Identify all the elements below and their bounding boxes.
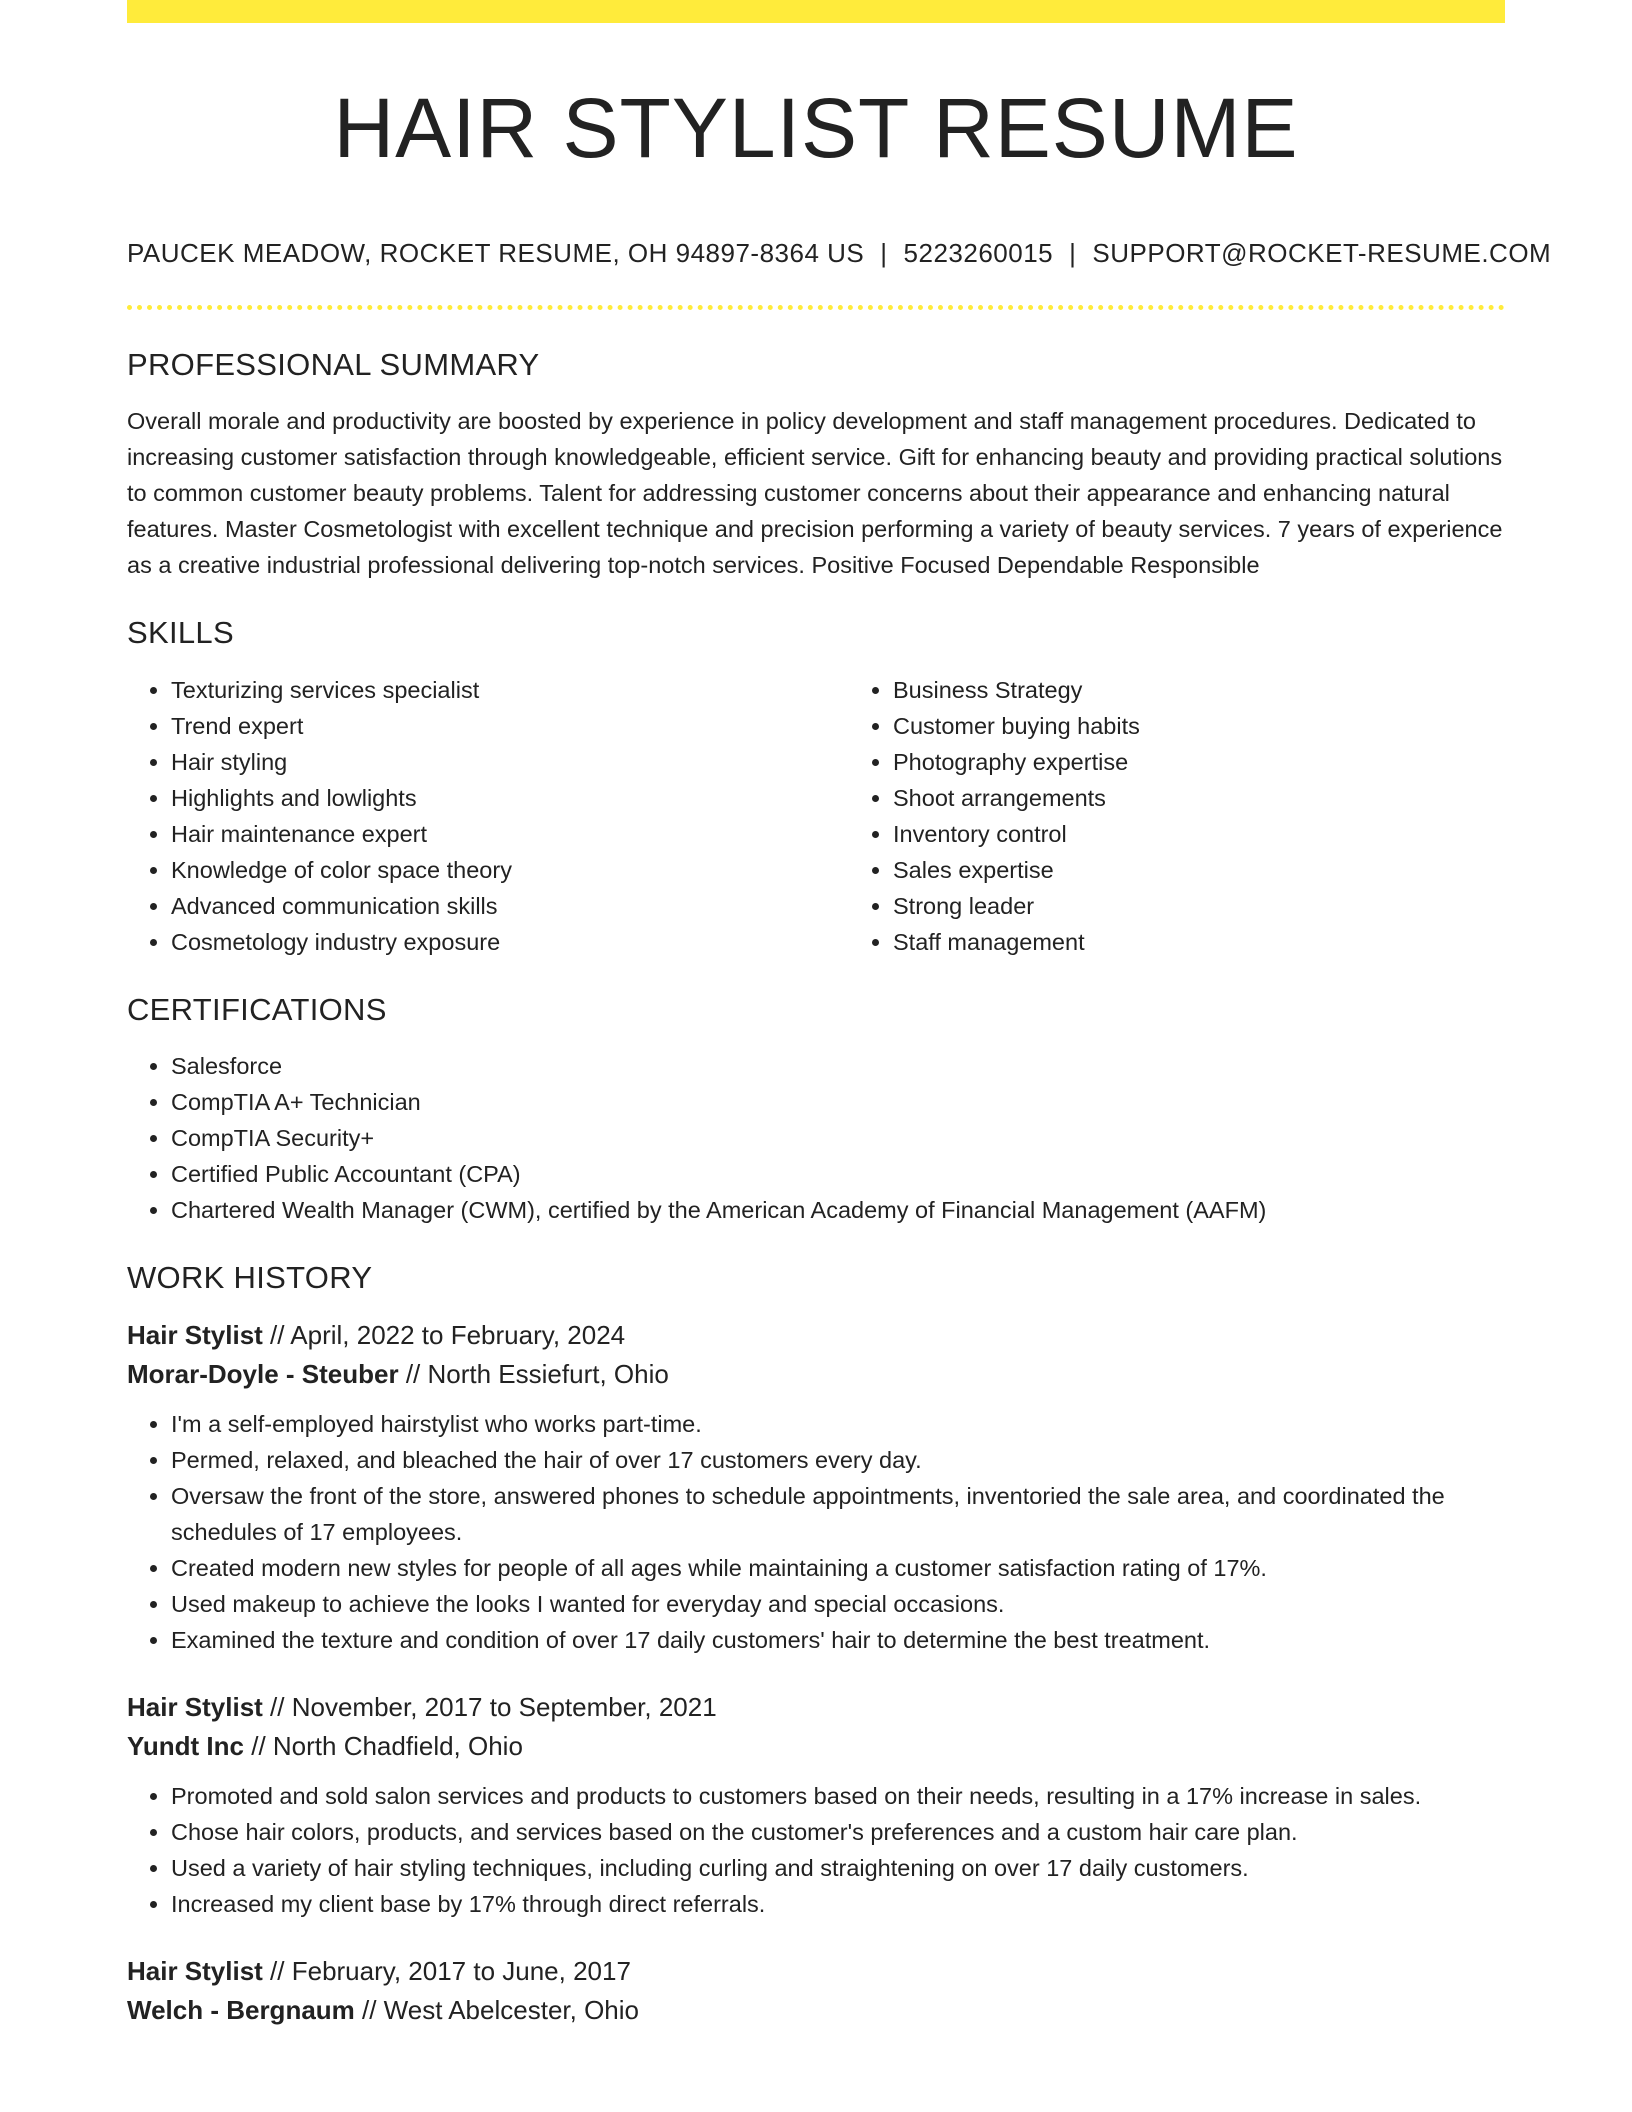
certification-item: • Chartered Wealth Manager (CWM), certified by the American Academy of Financial Management (AAFM) xyxy=(171,1192,1505,1228)
skill-item: • Hair styling xyxy=(171,744,849,780)
job-company-line xyxy=(127,1991,1505,2030)
skill-item: • Strong leader xyxy=(893,888,1571,924)
page-title: HAIR STYLIST RESUME xyxy=(333,81,1299,175)
job-dates: // November, 2017 to September, 2021 xyxy=(262,1692,717,1723)
contact-separator: | xyxy=(880,238,888,268)
resume-body xyxy=(127,345,1505,2030)
job-bullets xyxy=(127,1778,1505,1922)
skills-list-right xyxy=(849,672,1571,960)
job-bullet: • Used a variety of hair styling techniques, including curling and straightening on over 17 daily customers. xyxy=(171,1850,1505,1886)
job-title-line xyxy=(127,1316,1505,1355)
contact-phone: 5223260015 xyxy=(903,238,1054,268)
contact-separator: | xyxy=(1069,238,1077,268)
certifications-section xyxy=(127,990,1505,1228)
certification-item: • Certified Public Accountant (CPA) xyxy=(171,1156,1505,1192)
job-bullet: • Increased my client base by 17% through direct referrals. xyxy=(171,1886,1505,1922)
job-bullet: • Examined the texture and condition of over 17 daily customers' hair to determine the best treatment. xyxy=(171,1622,1505,1658)
job-bullet: • Used makeup to achieve the looks I wanted for everyday and special occasions. xyxy=(171,1586,1505,1622)
job-bullet: • I'm a self-employed hairstylist who works part-time. xyxy=(171,1406,1505,1442)
job-dates: // February, 2017 to June, 2017 xyxy=(262,1956,631,1987)
job-company-line xyxy=(127,1355,1505,1394)
certification-item: • CompTIA A+ Technician xyxy=(171,1084,1505,1120)
job-bullet: • Promoted and sold salon services and products to customers based on their needs, resulting in a 17% increase in sales. xyxy=(171,1778,1505,1814)
summary-text: Overall morale and productivity are boosted by experience in policy development and staff management procedures. Dedicated to increasing customer satisfaction through knowledgeable, efficient service. Gift for enhancing beauty and providing practical solutions to common customer beauty problems. Talent for addressing customer concerns about their appearance and enhancing natural features. Master Cosmetologist with excellent technique and precision performing a variety of beauty services. 7 years of experience as a creative industrial professional delivering top-notch services. Positive Focused Dependable Responsible xyxy=(127,408,1503,579)
job-company: Welch - Bergnaum xyxy=(127,1995,355,2026)
job-title-line xyxy=(127,1952,1505,1991)
summary-heading: PROFESSIONAL SUMMARY xyxy=(127,347,540,382)
skill-item: • Staff management xyxy=(893,924,1571,960)
skill-item: • Advanced communication skills xyxy=(171,888,849,924)
header-divider xyxy=(127,305,1505,310)
certification-item: • Salesforce xyxy=(171,1048,1505,1084)
skill-item: • Shoot arrangements xyxy=(893,780,1571,816)
skill-item: • Hair maintenance expert xyxy=(171,816,849,852)
job-entry xyxy=(127,1316,1505,1658)
work-history-section xyxy=(127,1258,1505,2030)
job-entry xyxy=(127,1952,1505,2030)
skills-heading: SKILLS xyxy=(127,615,234,651)
skills-list-left xyxy=(127,672,849,960)
skill-item: • Highlights and lowlights xyxy=(171,780,849,816)
skill-item: • Business Strategy xyxy=(893,672,1571,708)
contact-address: PAUCEK MEADOW, ROCKET RESUME, OH 94897-8364 US xyxy=(127,238,865,268)
skill-item: • Photography expertise xyxy=(893,744,1571,780)
job-bullets xyxy=(127,1406,1505,1658)
job-company: Morar-Doyle - Steuber xyxy=(127,1359,399,1390)
work-history-heading: WORK HISTORY xyxy=(127,1259,373,1295)
skill-item: • Inventory control xyxy=(893,816,1571,852)
job-bullet: • Permed, relaxed, and bleached the hair of over 17 customers every day. xyxy=(171,1442,1505,1478)
skill-item: • Trend expert xyxy=(171,708,849,744)
job-title: Hair Stylist xyxy=(127,1956,263,1987)
certification-item: • CompTIA Security+ xyxy=(171,1120,1505,1156)
job-title-line xyxy=(127,1688,1505,1727)
skill-item: • Customer buying habits xyxy=(893,708,1571,744)
job-title: Hair Stylist xyxy=(127,1320,263,1351)
job-company-line xyxy=(127,1727,1505,1766)
skill-item: • Texturizing services specialist xyxy=(171,672,849,708)
certifications-heading: CERTIFICATIONS xyxy=(127,991,387,1027)
accent-bar xyxy=(127,0,1505,23)
skill-item: • Sales expertise xyxy=(893,852,1571,888)
job-bullet: • Oversaw the front of the store, answered phones to schedule appointments, inventoried the sale area, and coordinated the schedules of 17 employees. xyxy=(171,1478,1505,1550)
job-bullet: • Created modern new styles for people of all ages while maintaining a customer satisfaction rating of 17%. xyxy=(171,1550,1505,1586)
skill-item: • Knowledge of color space theory xyxy=(171,852,849,888)
job-dates: // April, 2022 to February, 2024 xyxy=(262,1320,626,1351)
job-entry xyxy=(127,1688,1505,1922)
skills-columns xyxy=(127,672,1505,960)
job-location: // North Chadfield, Ohio xyxy=(244,1731,523,1762)
skills-section xyxy=(127,613,1505,959)
summary-section xyxy=(127,345,1505,583)
skill-item: • Cosmetology industry exposure xyxy=(171,924,849,960)
job-location: // West Abelcester, Ohio xyxy=(354,1995,639,2026)
contact-line xyxy=(127,238,1552,269)
certifications-list xyxy=(127,1048,1505,1228)
job-location: // North Essiefurt, Ohio xyxy=(398,1359,669,1390)
job-title: Hair Stylist xyxy=(127,1692,263,1723)
job-bullet: • Chose hair colors, products, and services based on the customer's preferences and a custom hair care plan. xyxy=(171,1814,1505,1850)
job-company: Yundt Inc xyxy=(127,1731,244,1762)
contact-email: SUPPORT@ROCKET-RESUME.COM xyxy=(1092,238,1552,268)
